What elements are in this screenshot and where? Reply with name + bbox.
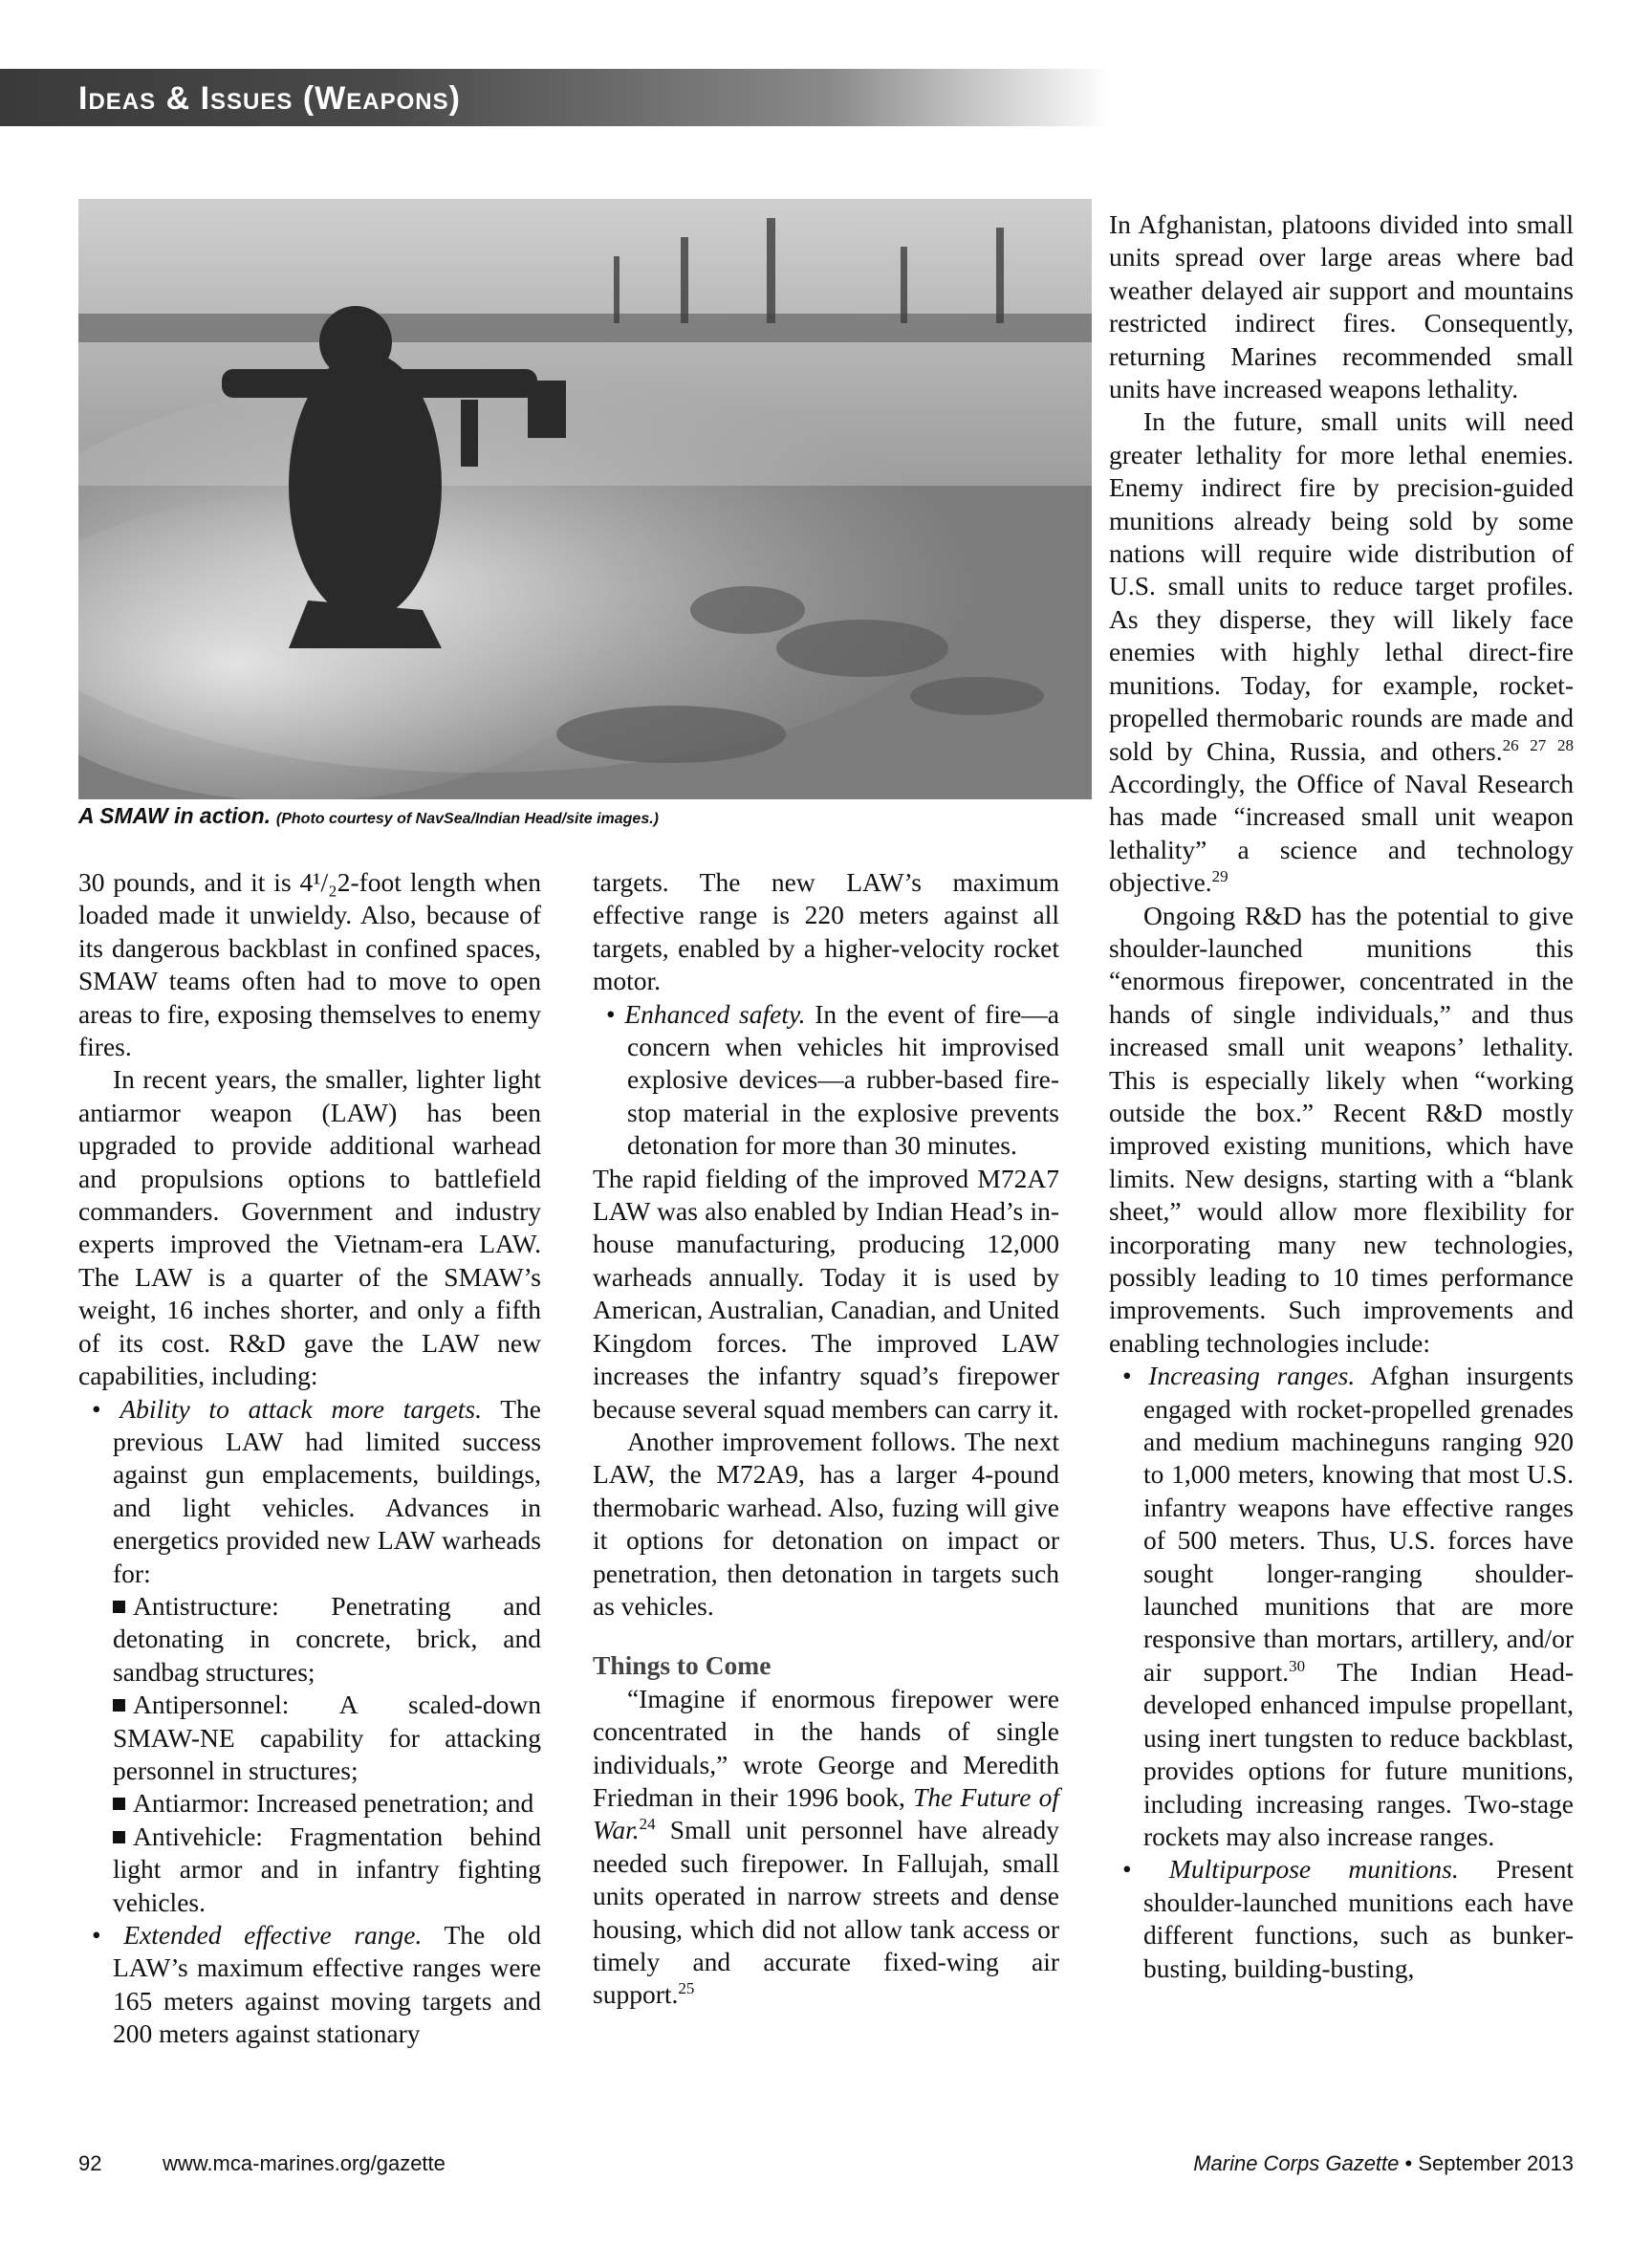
smaw-photo [78,199,1092,799]
issue-date: September 2013 [1418,2151,1574,2175]
bullet-title: Enhanced safety. [624,998,806,1029]
footnote-ref: 25 [678,1979,695,1998]
col3-bullet-2: • Multipurpose munitions. Present shoulder-launched munitions each have different functions, such as bunker-busting, building-busting, [1122,1854,1574,1983]
book-title: The Future of War. [593,1781,1059,1845]
square-bullet-icon [113,1831,125,1843]
caption-main: A SMAW in action. [78,803,272,828]
text-run: Small unit personnel have already needed such firepower. In Fallujah, small units operated in narrow streets and dense housing, which did not allow tank access or timely and accurate fixed-wing air support. [593,1815,1059,2010]
column-1 [78,866,541,2051]
footer-publication [1193,2151,1574,2176]
col1-paragraph-1: 30 pounds, and it is 4¹/₂2-foot length when loaded made it unwieldy. Also, because of its dangerous backblast in confined spaces, SMAW teams often had to move to open areas to fire, exposing themselves to enemy fires. [78,867,541,1062]
bullet-text: Afghan insurgents engaged with rocket-propelled grenades and medium machineguns ranging 920 to 1,000 meters, knowing that most U.S. infantry weapons have effective ranges of 500 meters. Thus, U.S. forces have sought longer-ranging shoulder-launched munitions that are more responsive than mortars, artillery, and/or air support. [1143,1361,1574,1687]
page-number: 92 [78,2151,102,2175]
footnote-ref: 26 27 28 [1502,735,1574,754]
section-title: Ideas & Issues (Weapons) [78,80,461,117]
photo-caption [78,803,1092,829]
square-bullet-icon [113,1798,125,1810]
caption-credit: (Photo courtesy of NavSea/Indian Head/site images.) [275,811,659,827]
bullet-text: In the event of fire—a concern when vehicles hit improvised explosive devices—a rubber-based fire-stop material in the explosive prevents detonation for more than 30 minutes. [627,998,1059,1161]
subitem-text: Antivehicle: Fragmentation behind light armor and in infantry fighting vehicles. [113,1821,541,1917]
column-3 [1109,208,1574,1985]
col2-bullet-1: • Enhanced safety. In the event of fire—a concern when vehicles hit improvised explosive devices—a rubber-based fire-stop material in the explosive prevents detonation for more than 30 minutes. [606,998,1059,1161]
bullet-text: The old LAW’s maximum effective ranges were 165 meters against moving targets and 200 meters against stationary [113,1920,541,2049]
text-run: Accordingly, the Office of Naval Research has made “increased small unit weapon lethality” a science and technology objective. [1109,768,1574,898]
bullet-text: Present shoulder-launched munitions each have different functions, such as bunker-busting, building-busting, [1143,1854,1574,1983]
bullet-title: Increasing ranges. [1148,1361,1356,1391]
col2-paragraph-1: targets. The new LAW’s maximum effective range is 220 meters against all targets, enabled by a higher-velocity rocket motor. [593,867,1059,996]
text-run: “Imagine if enormous firepower were concentrated in the hands of single individuals,” wrote George and Meredith Friedman in their 1996 book, [593,1683,1059,1812]
section-heading: Things to Come [593,1650,772,1681]
square-bullet-icon [113,1699,125,1712]
column-2 [593,866,1059,2012]
subitem-text: Antistructure: Penetrating and detonating in concrete, brick, and sandbag structures; [113,1590,541,1687]
col2-paragraph-4 [593,1683,1059,2012]
subitem-text: Antipersonnel: A scaled-down SMAW-NE capability for attacking personnel in structures; [113,1690,541,1785]
bullet-title: Extended effective range. [123,1920,423,1950]
square-bullet-icon [113,1601,125,1613]
bullet-text: The previous LAW had limited success against gun emplacements, buildings, and light vehicles. Advances in energetics provided new LAW warheads for: [113,1393,541,1588]
footnote-ref: 30 [1289,1656,1306,1675]
col1-subitem-3 [78,1787,541,1820]
col3-bullet-1: • Increasing ranges. Afghan insurgents engaged with rocket-propelled grenades and medium machineguns ranging 920 to 1,000 meters, knowing that most U.S. infantry weapons have effective ranges of 500 meters. Thus, U.S. forces have sought longer-ranging shoulder-launched munitions that are more responsive than mortars, artillery, and/or air support.$^{30}$ The Indian Head-developed enhanced impulse propellant, using inert tungsten to reduce backblast, provides options for future munitions, including increasing ranges. Two-stage rockets may also increase ranges. [1122,1361,1574,1851]
bullet-text: The Indian Head-developed enhanced impulse propellant, using inert tungsten to reduce backblast, provides options for future munitions, including increasing ranges. Two-stage rockets may also increase ranges. [1143,1656,1574,1851]
col2-paragraph-3: Another improvement follows. The next LAW, the M72A9, has a larger 4-pound thermobaric warhead. Also, fuzing will give it options for detonation on impact or penetration, then detonation in targets such as vehicles. [593,1426,1059,1621]
footer-url: www.mca-marines.org/gazette [163,2151,446,2175]
footer-separator: • [1399,2151,1419,2175]
subitem-text: Antiarmor: Increased penetration; and [133,1788,534,1819]
footnote-ref: 29 [1211,867,1228,886]
col1-paragraph-2: In recent years, the smaller, lighter light antiarmor weapon (LAW) has been upgraded to provide additional warhead and propulsions options to battlefield commanders. Government and industry experts improved the Vietnam-era LAW. The LAW is a quarter of the SMAW’s weight, 16 inches shorter, and only a fifth of its cost. R&D gave the LAW new capabilities, including: [78,1064,541,1391]
col1-bullet-2: • Extended effective range. The old LAW’s maximum effective ranges were 165 meters against moving targets and 200 meters against stationary [92,1920,541,2049]
col1-subitem-2 [78,1689,541,1787]
bullet-title: Ability to attack more targets. [120,1393,482,1424]
bullet-title: Multipurpose munitions. [1168,1854,1459,1885]
col3-paragraph-1: In Afghanistan, platoons divided into small units spread over large areas where bad weather delayed air support and mountains restricted indirect fires. Consequently, returning Marines recommended small units have increased weapons lethality. [1109,209,1574,404]
footnote-ref: 24 [639,1815,656,1834]
col3-paragraph-2 [1109,405,1574,899]
col1-subitem-4 [78,1821,541,1919]
publication-name: Marine Corps Gazette [1193,2151,1400,2175]
col1-subitem-1 [78,1590,541,1689]
photo-illustration [78,199,1092,799]
col1-bullet-1: • Ability to attack more targets. The previous LAW had limited success against gun emplacements, buildings, and light vehicles. Advances in energetics provided new LAW warheads for: [92,1393,541,1588]
col2-paragraph-2: The rapid fielding of the improved M72A7 LAW was also enabled by Indian Head’s in-house manufacturing, producing 12,000 warheads annually. Today it is used by American, Australian, Canadian, and United Kingdom forces. The improved LAW increases the infantry squad’s firepower because several squad members can carry it. [593,1163,1059,1424]
col3-paragraph-3: Ongoing R&D has the potential to give shoulder-launched munitions this “enormous firepower, concentrated in the hands of single individuals,” and thus increased small unit weapons’ lethality. This is especially likely when “working outside the box.” Recent R&D mostly improved existing munitions, which have limits. New designs, starting with a “blank sheet,” would allow more flexibility for incorporating many new technologies, possibly leading to 10 times performance improvements. Such improvements and enabling technologies include: [1109,900,1574,1358]
text-run: In the future, small units will need greater lethality for more lethal enemies. Enemy indirect fire by precision-guided munitions already being sold by some nations will require wide distribution of U.S. small units to reduce target profiles. As they disperse, they will likely face enemies with highly lethal direct-fire munitions. Today, for example, rocket-propelled thermobaric rounds are made and sold by China, Russia, and others. [1109,406,1574,766]
